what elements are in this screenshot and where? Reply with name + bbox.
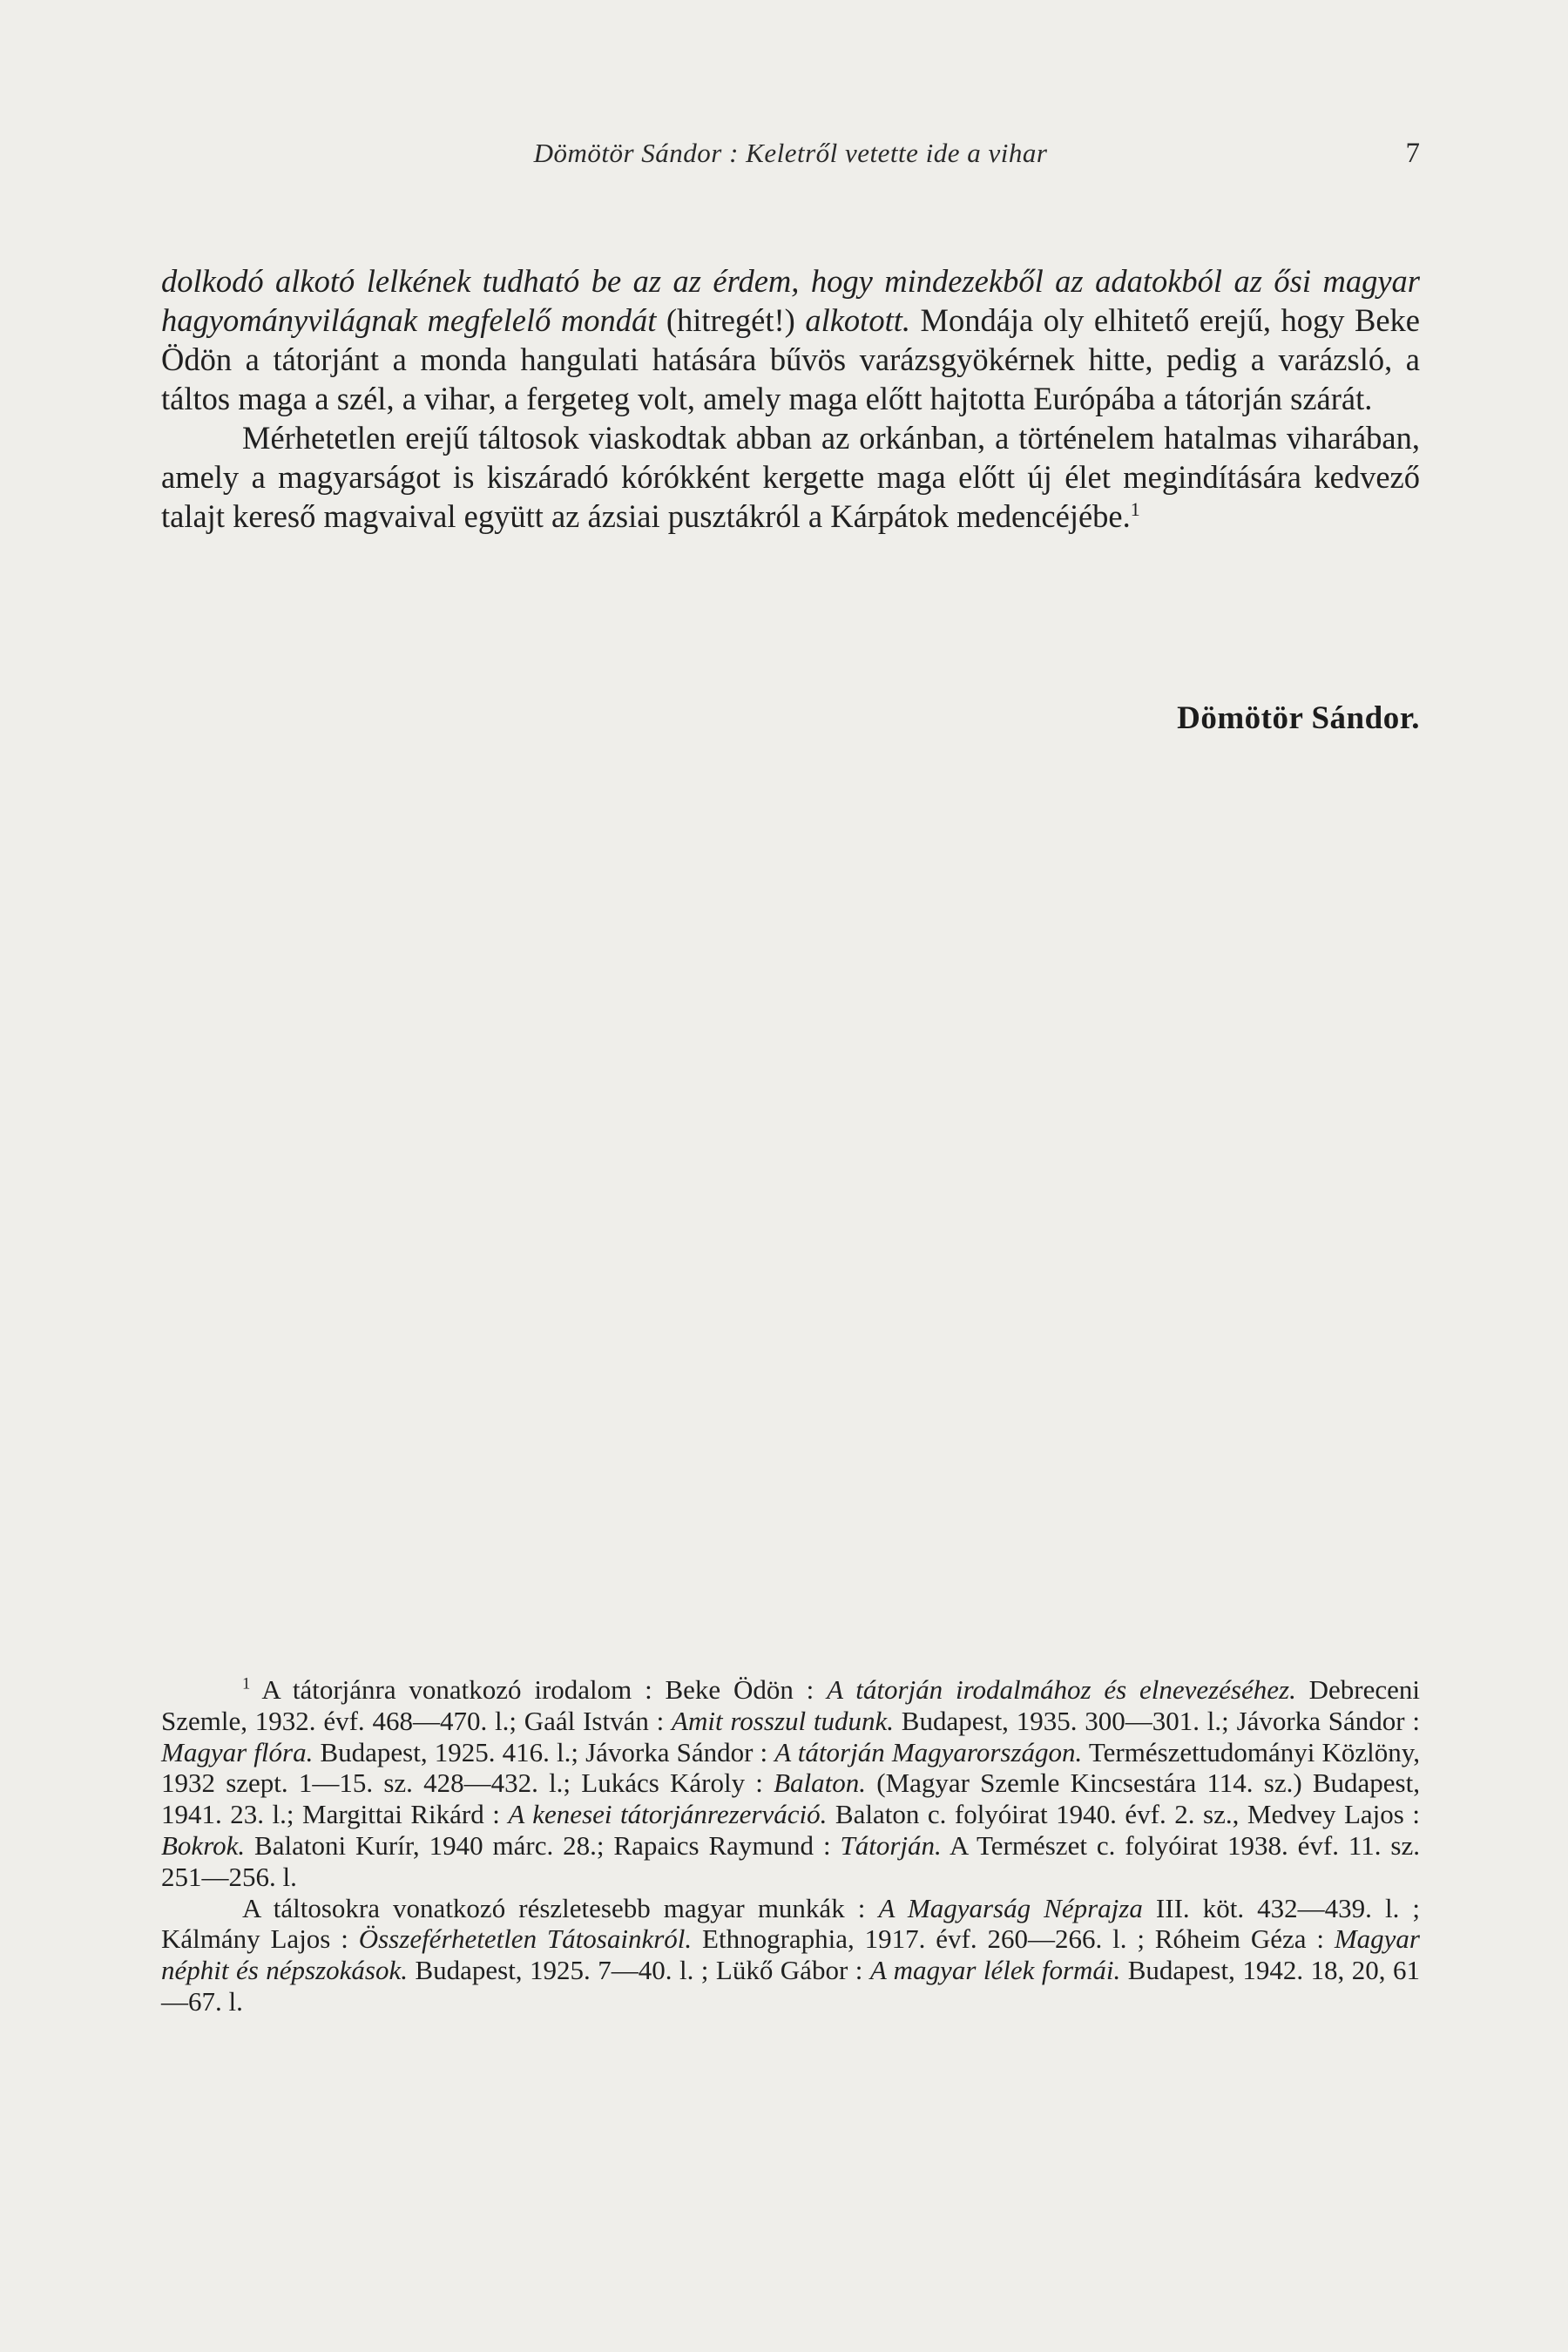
footnote-1: $^1$ A tátorjánra vonatkozó irodalom : Beke Ödön : A tátorján irodalmához és elnevezéséhez. Debreceni Szemle, 1932. évf. 468—470. l.; Gaál István : Amit rosszul tudunk. Budapest, 1935. 300—301. l.; Jávorka Sándor : Magyar flóra. Budapest, 1925. 416. l.; Jávorka Sándor : A tátorján Magyarországon. Természettudományi Közlöny, 1932 szept. 1—15. sz. 428—432. l.; Lukács Károly : Balaton. (Magyar Szemle Kincsestára 114. sz.) Budapest, 1941. 23. l.; Margittai Rikárd : A kenesei tátorjánrezerváció. Balaton c. folyóirat 1940. évf. 2. sz., Medvey Lajos : Bokrok. Balatoni Kurír, 1940 márc. 28.; Rapaics Raymund : Tátorján. A Természet c. folyóirat 1938. évf. 11. sz. 251—256. l. xyxy=(161,1674,1421,1892)
page-header xyxy=(161,138,1420,172)
footnotes xyxy=(161,1674,1420,2017)
footnote-1-continued: A táltosokra vonatkozó részletesebb magyar munkák : A Magyarság Néprajza III. köt. 432—439. l. ; Kálmány Lajos : Összeférhetetlen Tátosainkról. Ethnographia, 1917. évf. 260—266. l. ; Róheim Géza : Magyar néphit és népszokások. Budapest, 1925. 7—40. l. ; Lükő Gábor : A magyar lélek formái. Budapest, 1942. 18, 20, 61—67. l. xyxy=(161,1892,1421,2017)
footnote-ref: 1 xyxy=(1130,497,1140,520)
body-text xyxy=(161,261,1420,536)
paragraph-1: dolkodó alkotó lelkének tudható be az az érdem, hogy mindezekből az adatokból az ősi magyar hagyományvilágnak megfelelő mondát (hitregét!) alkotott. Mondája oly elhitető erejű, hogy Beke Ödön a tátorjánt a monda hangulati hatására bűvös varázsgyökérnek hitte, pedig a varázsló, a táltos maga a szél, a vihar, a fergeteg volt, amely maga előtt hajtotta Európába a tátorján szárát. xyxy=(161,263,1420,416)
running-head: Dömötör Sándor : Keletről vetette ide a vihar xyxy=(533,138,1048,168)
paragraph-2: Mérhetetlen erejű táltosok viaskodtak abban az orkánban, a történelem hatalmas viharában, amely a magyarságot is kiszáradó kórókként kergette maga előtt új élet megindítására kedvező talajt kereső magvaival együtt az ázsiai pusztákról a Kárpátok medencéjébe.$^1$ xyxy=(161,420,1420,534)
page-number: 7 xyxy=(1405,138,1420,169)
author-signature: Dömötör Sándor. xyxy=(1177,700,1420,736)
